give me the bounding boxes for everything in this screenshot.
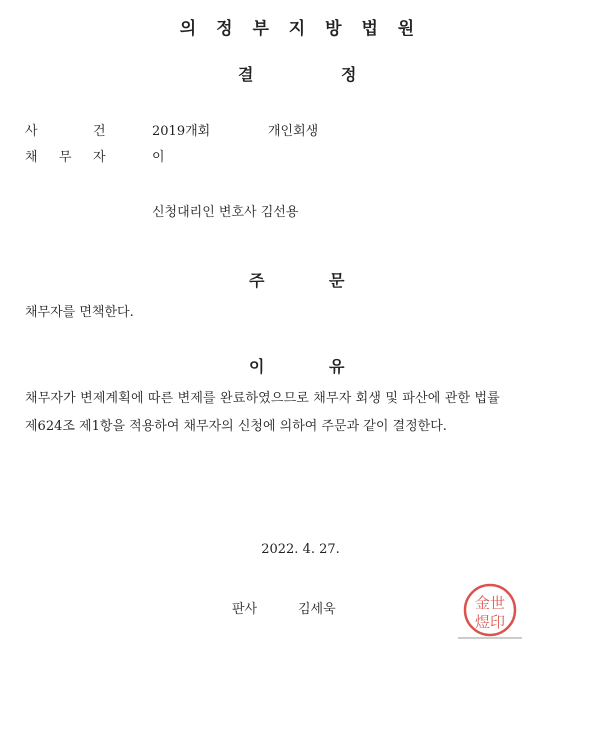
svg-text:金世: 金世 bbox=[474, 594, 506, 612]
judge-title: 판사 bbox=[232, 602, 258, 617]
reason-heading-right: 유 bbox=[329, 357, 345, 376]
reason-text-line-1: 채무자가 변제계획에 따른 변제를 완료하였으므로 채무자 회생 및 파산에 관한 법률 bbox=[25, 391, 500, 406]
debtor-label-char: 채 bbox=[25, 150, 38, 165]
case-type: 개인회생 bbox=[268, 124, 319, 139]
reason-heading-left: 이 bbox=[249, 357, 265, 376]
judge-seal-stamp bbox=[456, 583, 524, 641]
debtor-name: 이 bbox=[152, 150, 165, 165]
case-label-char: 건 bbox=[93, 124, 106, 139]
court-name: 의 정 부 지 방 법 원 bbox=[179, 19, 422, 39]
svg-text:煜印: 煜印 bbox=[474, 613, 506, 631]
debtor-label-char: 무 bbox=[59, 150, 72, 165]
applicant-agent: 신청대리인 변호사 김선용 bbox=[152, 205, 299, 220]
order-text: 채무자를 면책한다. bbox=[25, 305, 134, 320]
order-heading-right: 문 bbox=[329, 271, 345, 290]
document-title-left: 결 bbox=[238, 65, 254, 84]
decision-date: 2022. 4. 27. bbox=[261, 542, 340, 557]
order-heading-left: 주 bbox=[249, 271, 265, 290]
judge-name: 김세욱 bbox=[298, 602, 336, 617]
reason-text-line-2: 제624조 제1항을 적용하여 채무자의 신청에 의하여 주문과 같이 결정한다. bbox=[25, 419, 447, 434]
debtor-label-char: 자 bbox=[93, 150, 106, 165]
document-title-right: 정 bbox=[341, 65, 357, 84]
case-label-char: 사 bbox=[25, 124, 38, 139]
case-number: 2019개회 bbox=[152, 124, 211, 139]
